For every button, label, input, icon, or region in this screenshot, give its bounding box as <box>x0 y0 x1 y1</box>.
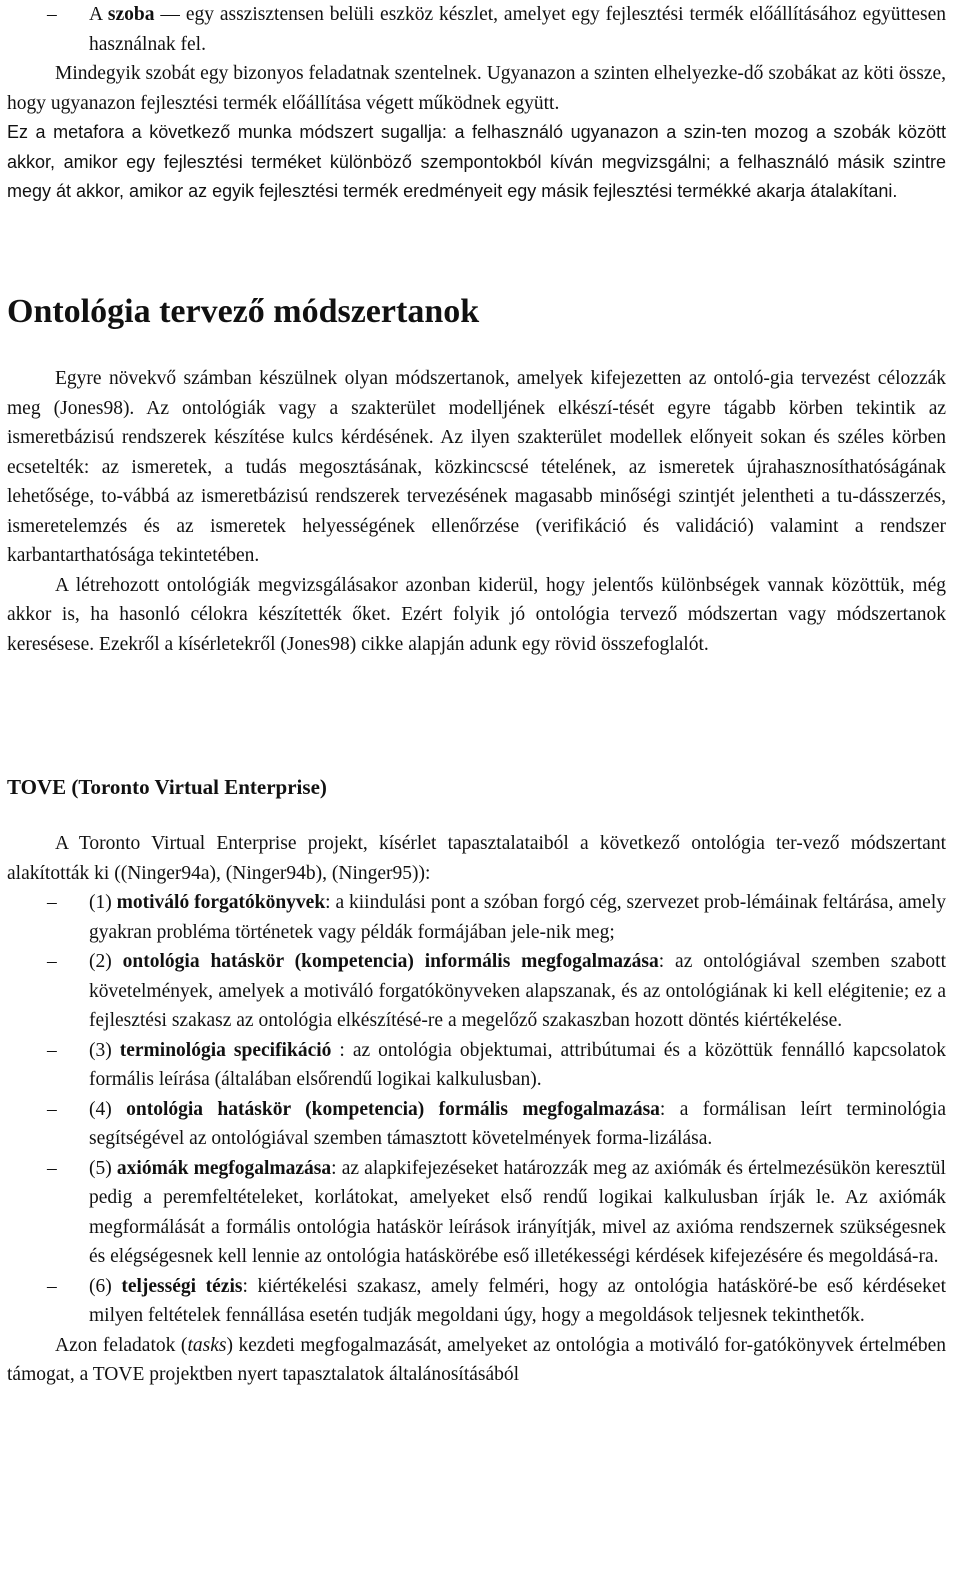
list-item-text: — egy asszisztensen belüli eszköz készlet, amelyet egy fejlesztési termék előállításához együttesen használnak fel. <box>89 4 946 55</box>
step-text: : az alapkifejezéseket határozzák meg az axiómák és értelmezésükön keresztül pedig a peremfeltételeket, korlátokat, amelyeket első rendű logikai kalkulusban írják le. Az axiómák megformálását a formális ontológia hatáskör leírások irányítják, mivel az axióma rendszernek szükségesnek és elégségesnek kell lennie az ontológia hatáskörébe eső illetékességi kérdések kifejezésére és megoldásá-ra. <box>89 1157 946 1267</box>
list-item <box>7 947 946 1036</box>
closing-text-start: Azon feladatok ( <box>55 1334 188 1356</box>
list-dash: – <box>47 892 57 913</box>
list-item <box>7 888 946 947</box>
list-dash: – <box>47 951 57 972</box>
list-item <box>7 1036 946 1095</box>
step-term: ontológia hatáskör (kompetencia) informális megfogalmazása <box>122 951 659 972</box>
list-dash: – <box>47 1098 57 1120</box>
step-term: ontológia hatáskör (kompetencia) formális megfogalmazása <box>126 1098 660 1120</box>
list-item-prefix: A <box>89 4 108 25</box>
step-number: (6) <box>89 1275 122 1297</box>
list-dash: – <box>47 1039 57 1061</box>
list-item <box>7 1095 946 1154</box>
section-heading-block <box>7 292 479 332</box>
step-text: : kiértékelési szakasz, amely felméri, hogy az ontológia hatásköré-be eső kérdéseket milyen feltételek fennállása esetén tudják megoldani úgy, hogy a megoldások teljesnek tekinthetők. <box>89 1275 946 1326</box>
step-number: (5) <box>89 1157 117 1179</box>
subsection-intro: A Toronto Virtual Enterprise projekt, kísérlet tapasztalataiból a következő ontológia ter-vező módszertant alakították ki ((Ninger94a), (Ninger94b), (Ninger95)): <box>7 833 946 884</box>
step-text: : az ontológia objektumai, attribútumai és a közöttük fennálló kapcsolatok formális leírása (általában elsőrendű logikai kalkulusban). <box>89 1039 946 1090</box>
list-dash: – <box>47 1275 57 1297</box>
step-term: teljességi tézis <box>121 1275 243 1297</box>
list-item <box>7 0 946 59</box>
step-number: (3) <box>89 1039 120 1061</box>
closing-paragraph <box>7 1331 946 1390</box>
section-title: Ontológia tervező módszertanok <box>7 293 480 330</box>
subsection-heading-block <box>7 772 327 802</box>
section-body <box>7 364 946 659</box>
step-text: : a formálisan leírt terminológia segítségével az ontológiával szemben támasztott követelmények forma-lizálása. <box>89 1098 946 1149</box>
closing-italic-term: tasks <box>187 1334 227 1356</box>
step-text: : a kiindulási pont a szóban forgó cég, szervezet prob-lémáinak feltárása, amely gyakran probléma történetek vagy példák formájában jele-nik meg; <box>89 892 946 943</box>
step-number: (2) <box>89 951 123 972</box>
step-term: motiváló forgatókönyvek <box>116 892 326 913</box>
section-paragraph-1: Egyre növekvő számban készülnek olyan módszertanok, amelyek kifejezetten az ontoló-gia tervezést célozzák meg (Jones98). Az ontológiák vagy a szakterület modelljének elkészí-tését egyre tágabb körben tekintik az ismeretbázisú rendszerek készítése kulcs kérdésének. Az ilyen szakterület modellek előnyeit sokan és széles körben ecsetelték: az ismeretek, a tudás megosztásának, közkincscsé tételének, az ismeretek újrahasznosíthatóságának lehetősége, to-vábbá az ismeretbázisú rendszerek tervezésének magasabb minőségi szintjét jelentheti a tu-dásszerzés, ismeretelemzés és az ismeretek helyességének ellenőrzése (verifikáció és validáció) valamint a rendszer karbantarthatósága tekintetében. <box>7 368 946 566</box>
intro-list <box>7 0 946 59</box>
list-dash: – <box>47 1157 57 1179</box>
step-number: (1) <box>89 892 117 913</box>
list-item-term: szoba <box>107 4 155 25</box>
intro-block <box>7 0 946 207</box>
intro-paragraph-2: Ez a metafora a következő munka módszert sugallja: a felhasználó ugyanazon a szin-ten mozog a szobák között akkor, amikor egy fejlesztési terméket különböző szempontokból kíván megvizsgálni; a felhasználó másik szintre megy át akkor, amikor az egyik fejlesztési termék eredményeit egy másik fejlesztési termékké akarja átalakítani. <box>7 122 946 201</box>
subsection-body <box>7 829 946 1390</box>
step-term: terminológia specifikáció <box>119 1039 332 1061</box>
list-dash: – <box>47 4 57 25</box>
list-item <box>7 1154 946 1272</box>
step-term: axiómák megfogalmazása <box>116 1157 332 1179</box>
methodology-steps <box>7 888 946 1331</box>
step-text: : az ontológiával szemben szabott követelmények, amelyek a motiváló forgatókönyveken alapszanak, és az ontológiának ki kell elégitenie; ez a fejlesztési szakasz az ontológia elkészítésé-re a megelőző szakaszban hozott döntés kiértékelése. <box>89 951 946 1031</box>
subsection-title: TOVE (Toronto Virtual Enterprise) <box>7 775 327 799</box>
list-item <box>7 1272 946 1331</box>
section-paragraph-2: A létrehozott ontológiák megvizsgálásakor azonban kiderül, hogy jelentős különbségek vannak közöttük, még akkor is, ha hasonló célokra készítették őket. Ezért folyik jó ontológia tervező módszertan vagy módszertanok keresésese. Ezekről a kísérletekről (Jones98) cikke alapján adunk egy rövid összefoglalót. <box>7 574 946 655</box>
closing-text-end: ) kezdeti megfogalmazását, amelyeket az ontológia a motiváló for-gatókönyvek értelmében támogat, a TOVE projektben nyert tapasztalatok általánosításából <box>7 1334 946 1385</box>
step-number: (4) <box>89 1098 127 1120</box>
intro-paragraph-1: Mindegyik szobát egy bizonyos feladatnak szentelnek. Ugyanazon a szinten elhelyezke-dő szobákat az köti össze, hogy ugyanazon fejlesztési termék előállítása végett működnek együtt. <box>7 63 946 114</box>
